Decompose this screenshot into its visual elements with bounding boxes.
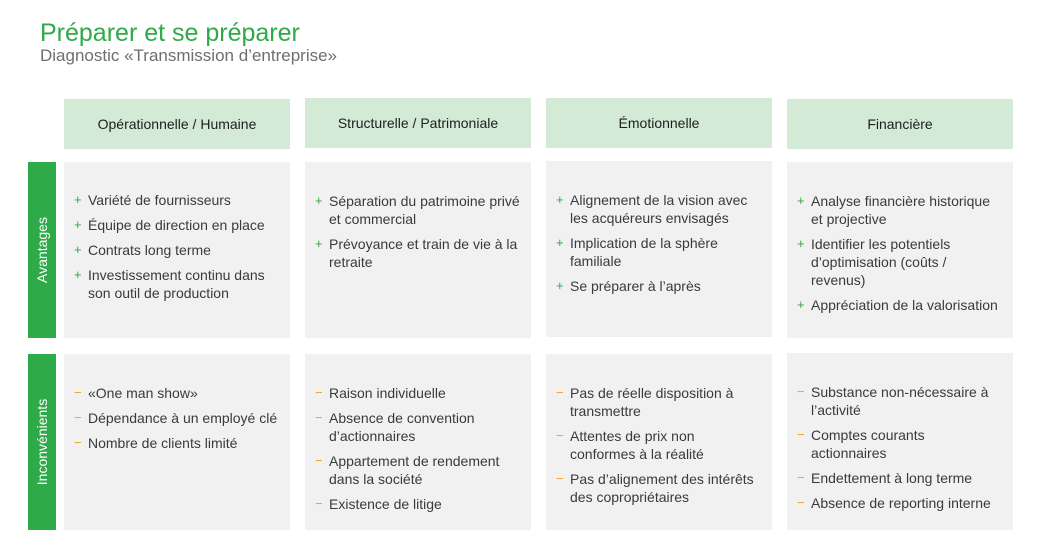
minus-icon: − — [315, 410, 323, 425]
plus-icon: + — [556, 235, 564, 250]
minus-icon: − — [556, 428, 564, 443]
plus-icon: + — [556, 278, 564, 293]
page-subtitle: Diagnostic «Transmission d’entreprise» — [40, 46, 338, 65]
minus-icon: − — [556, 385, 564, 400]
list-item: + Équipe de direction en place — [74, 217, 265, 233]
plus-icon: + — [797, 193, 805, 208]
column-header-financiere: Financière — [787, 99, 1013, 149]
cell-avantages-operationnelle — [64, 162, 290, 338]
list-item: − Pas d’alignement des intérêts des copropriétaires — [556, 471, 754, 505]
list-item: − Attentes de prix non conformes à la réalité — [556, 428, 704, 462]
list-item: + Séparation du patrimoine privé et commercial — [315, 193, 520, 227]
column-header-structurelle: Structurelle / Patrimoniale — [305, 98, 531, 148]
list-item: − Comptes courants actionnaires — [797, 427, 925, 461]
list-item: − «One man show» — [74, 385, 198, 401]
row-label-inconvenients-text: Inconvénients — [34, 398, 50, 486]
minus-icon: − — [797, 470, 805, 485]
list-item: − Dépendance à un employé clé — [74, 410, 278, 426]
plus-icon: + — [74, 192, 82, 207]
cell-avantages-structurelle — [305, 162, 531, 338]
row-label-avantages-text: Avantages — [34, 217, 50, 283]
plus-icon: + — [315, 236, 323, 251]
list-item: − Nombre de clients limité — [74, 435, 238, 451]
list-item: − Raison individuelle — [315, 385, 446, 401]
plus-icon: + — [556, 192, 564, 207]
minus-icon: − — [797, 384, 805, 399]
list-item: + Investissement continu dans son outil de production — [74, 267, 265, 301]
list-item: − Endettement à long terme — [797, 470, 973, 486]
cell-inconvenients-structurelle — [305, 354, 531, 530]
minus-icon: − — [74, 385, 82, 400]
row-label-avantages — [28, 162, 56, 338]
cell-inconvenients-operationnelle — [64, 354, 290, 530]
list-item: − Substance non-nécessaire à l’activité — [797, 384, 989, 418]
plus-icon: + — [797, 236, 805, 251]
row-label-inconvenients — [28, 354, 56, 530]
minus-icon: − — [315, 385, 323, 400]
plus-icon: + — [74, 242, 82, 257]
cell-inconvenients-emotionnelle — [546, 354, 772, 530]
cell-inconvenients-financiere — [787, 353, 1013, 530]
minus-icon: − — [797, 495, 805, 510]
minus-icon: − — [797, 427, 805, 442]
list-item: − Appartement de rendement dans la société — [315, 453, 500, 487]
column-header-operationnelle: Opérationnelle / Humaine — [64, 99, 290, 149]
list-item: + Variété de fournisseurs — [74, 192, 231, 208]
cell-avantages-financiere — [787, 162, 1013, 338]
list-item: + Analyse financière historique et projective — [797, 193, 990, 227]
plus-icon: + — [315, 193, 323, 208]
list-item: + Alignement de la vision avec les acquéreurs envisagés — [556, 192, 748, 226]
list-item: − Absence de reporting interne — [797, 495, 991, 511]
list-item: + Identifier les potentiels d’optimisation (coûts / revenus) — [797, 236, 951, 288]
list-item: + Prévoyance et train de vie à la retraite — [315, 236, 518, 270]
plus-icon: + — [74, 267, 82, 282]
list-item: − Pas de réelle disposition à transmettre — [556, 385, 734, 419]
page-title: Préparer et se préparer — [40, 19, 300, 47]
minus-icon: − — [315, 496, 323, 511]
minus-icon: − — [315, 453, 323, 468]
minus-icon: − — [556, 471, 564, 486]
list-item: − Absence de convention d’actionnaires — [315, 410, 475, 444]
list-item: + Implication de la sphère familiale — [556, 235, 718, 269]
list-item: + Se préparer à l’après — [556, 278, 701, 294]
plus-icon: + — [797, 297, 805, 312]
list-item: − Existence de litige — [315, 496, 442, 512]
cell-avantages-emotionnelle — [546, 161, 772, 337]
column-header-emotionnelle: Émotionnelle — [546, 98, 772, 148]
minus-icon: − — [74, 435, 82, 450]
minus-icon: − — [74, 410, 82, 425]
list-item: + Contrats long terme — [74, 242, 211, 258]
plus-icon: + — [74, 217, 82, 232]
list-item: + Appréciation de la valorisation — [797, 297, 998, 313]
